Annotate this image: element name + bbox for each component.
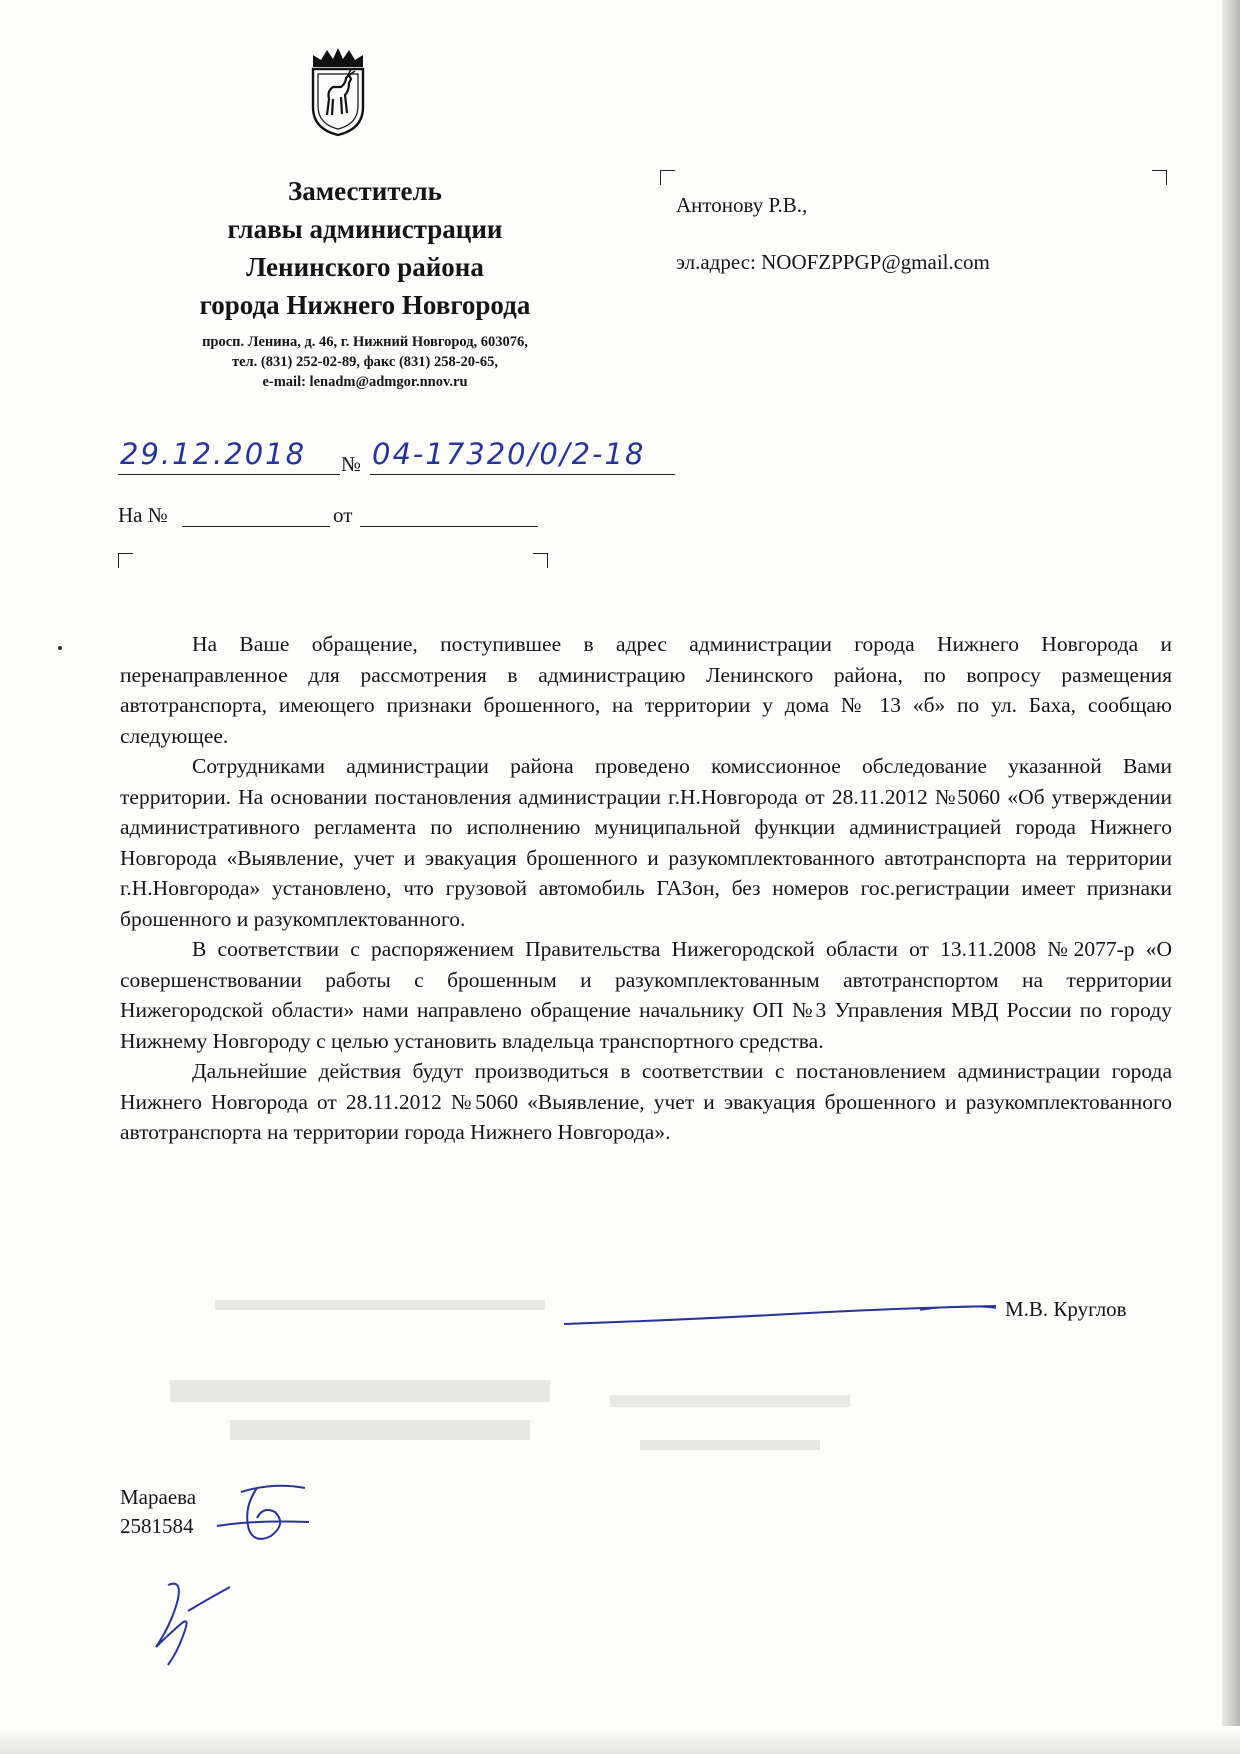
city-coat-of-arms-icon — [305, 47, 371, 137]
number-label: № — [341, 452, 362, 476]
show-through-mark — [170, 1380, 550, 1402]
body-paragraph: Сотрудниками администрации района проведено комиссионное обследование указанной Вами территории. На основании постановления администрации г.Н.Новгорода от 28.11.2012 №5060 «Об утверждении административного регламента по исполнению муниципальной функции администрацией города Нижнего Новгорода «Выявление, учет и эвакуация брошенного и разукомплектованного автотранспорта на территории г.Н.Новгорода» установлено, что грузовой автомобиль ГАЗон, без номеров гос.регистрации имеет признаки брошенного и разукомплектованного. — [120, 754, 1172, 931]
address-corner-mark — [660, 170, 675, 185]
handwritten-date: 29.12.2018 — [120, 437, 307, 471]
recipient-email: эл.адрес: NOOFZPPGP@gmail.com — [676, 250, 990, 274]
scan-edge-right — [1222, 0, 1240, 1754]
sender-contacts: просп. Ленина, д. 46, г. Нижний Новгород, 603076, тел. (831) 252-02-89, факс (831) 258-20-65, e-mail: lenadm@admgor.nnov.ru — [202, 334, 528, 390]
number-underline — [370, 474, 675, 475]
handwritten-reg-number: 04-17320/0/2-18 — [372, 437, 646, 471]
reply-to-label: На № — [118, 503, 168, 527]
from-label: от — [333, 503, 353, 527]
show-through-mark — [610, 1395, 850, 1407]
executor-name: Мараева — [120, 1485, 197, 1509]
reply-number-underline — [182, 526, 330, 527]
show-through-mark — [215, 1300, 545, 1310]
body-paragraph: В соответствии с распоряжением Правительства Нижегородской области от 13.11.2008 №2077-р «О совершенствовании работы с брошенным и разукомплектованным автотранспортом на территории Нижегородской области» нами направлено обращение начальнику ОП №3 Управления МВД России по городу Нижнему Новгороду с целью установить владельца транспортного средства. — [120, 937, 1172, 1053]
handwritten-signature — [560, 1290, 1000, 1340]
sender-title: Заместитель главы администрации Ленинского района города Нижнего Новгорода — [199, 176, 531, 320]
subject-corner-mark — [533, 553, 548, 568]
letter-body — [120, 629, 1172, 1148]
executor-phone: 2581584 — [120, 1514, 194, 1538]
executor-block — [120, 1483, 196, 1541]
address-corner-mark — [1152, 170, 1167, 185]
scan-edge-bottom — [0, 1726, 1240, 1754]
subject-corner-mark — [118, 553, 133, 568]
body-paragraph: На Ваше обращение, поступившее в адрес администрации города Нижнего Новгорода и перенаправленное для рассмотрения в администрацию Ленинского района, по вопросу размещения автотранспорта, имеющего признаки брошенного, на территории у дома № 13 «б» по ул. Баха, сообщаю следующее. — [120, 632, 1172, 748]
show-through-mark — [230, 1420, 530, 1440]
handwritten-initials — [213, 1478, 323, 1550]
body-paragraph: Дальнейшие действия будут производиться в соответствии с постановлением администрации города Нижнего Новгорода от 28.11.2012 №5060 «Выявление, учет и эвакуация брошенного и разукомплектованного автотранспорта на территории города Нижнего Новгорода». — [120, 1059, 1172, 1144]
recipient-name: Антонову Р.В., — [676, 193, 808, 217]
signatory-name: М.В. Круглов — [1005, 1297, 1127, 1321]
handwritten-mark — [138, 1565, 238, 1675]
date-underline — [118, 474, 340, 475]
margin-dot — [58, 646, 62, 650]
reply-date-underline — [360, 526, 538, 527]
show-through-mark — [640, 1440, 820, 1450]
